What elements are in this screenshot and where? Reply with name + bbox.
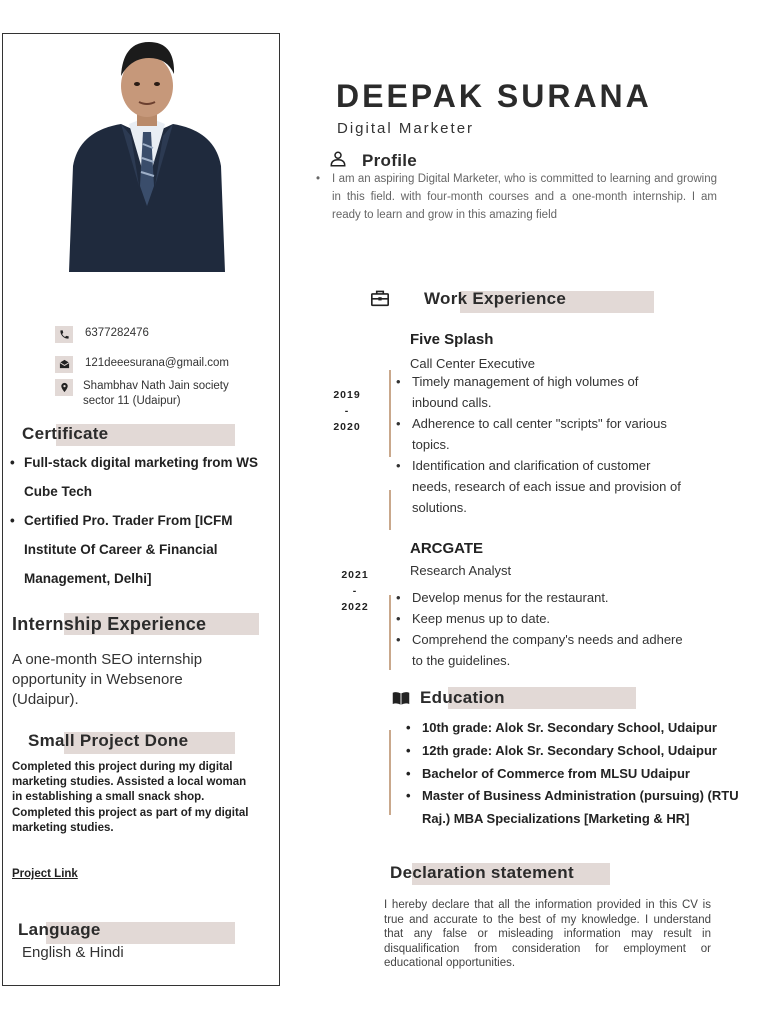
education-title: Education <box>420 688 505 707</box>
year-separator: - <box>352 585 358 597</box>
contact-phone <box>55 326 149 343</box>
profile-text: • I am an aspiring Digital Marketer, who is committed to learning and growing in this field. with four-month courses and a one-month internship. I am ready to learn and grow in this amazing field <box>316 170 717 224</box>
language-title: Language <box>18 920 101 939</box>
list-item: • 12th grade: Alok Sr. Secondary School, Udaipur <box>406 740 751 763</box>
list-item: • Keep menus up to date. <box>396 608 696 629</box>
phone-icon <box>55 326 73 343</box>
email-address: 121deeesurana@gmail.com <box>85 357 230 369</box>
job-position-2: Research Analyst <box>410 563 512 578</box>
job-company-2: ARCGATE <box>410 540 484 557</box>
candidate-name: DEEPAK SURANA <box>336 78 652 114</box>
location-pin-icon <box>55 379 73 396</box>
contact-address <box>55 379 229 409</box>
job-bullets-1 <box>396 371 686 518</box>
profile-photo <box>69 36 225 272</box>
timeline-line <box>389 730 391 815</box>
year-start: 2021 <box>341 569 369 581</box>
education-list <box>406 717 751 831</box>
timeline-line <box>389 370 391 457</box>
declaration-title: Declaration statement <box>390 863 574 882</box>
candidate-role: Digital Marketer <box>337 120 475 137</box>
year-start: 2019 <box>333 389 361 401</box>
job-company-1: Five Splash <box>410 331 494 348</box>
declaration-text: I hereby declare that all the information provided in this CV is true and accurate to the best of my knowledge. I understand that any false or misleading information may result in disqualification from consideration for employment or educational opportunities. <box>384 899 711 969</box>
list-item: • Full-stack digital marketing from WS Cube Tech <box>10 448 275 506</box>
person-icon <box>329 150 347 168</box>
address-text <box>83 379 229 409</box>
year-separator: - <box>344 405 350 417</box>
briefcase-icon <box>370 289 390 307</box>
list-item: • Timely management of high volumes of inbound calls. <box>396 371 686 413</box>
job-bullets-2 <box>396 587 696 671</box>
timeline-line <box>389 595 391 670</box>
certificate-title: Certificate <box>22 424 109 443</box>
job-years-2 <box>335 567 375 615</box>
internship-title: Internship Experience <box>12 614 207 634</box>
mail-icon <box>55 356 73 373</box>
phone-number: 6377282476 <box>85 327 149 339</box>
list-item: • Certified Pro. Trader From [ICFM Institute Of Career & Financial Management, Delhi] <box>10 506 275 593</box>
address-line-2: sector 11 (Udaipur) <box>83 395 181 407</box>
year-end: 2022 <box>341 601 369 613</box>
contact-email <box>55 356 229 373</box>
list-item: • Master of Business Administration (pursuing) (RTU Raj.) MBA Specializations [Marketing & HR] <box>406 785 751 831</box>
list-item: • Adherence to call center "scripts" for various topics. <box>396 413 686 455</box>
list-item: • 10th grade: Alok Sr. Secondary School, Udaipur <box>406 717 751 740</box>
certificate-list <box>10 448 275 593</box>
list-item: • Bachelor of Commerce from MLSU Udaipur <box>406 763 751 786</box>
internship-text: A one-month SEO internship opportunity in Websenore (Udaipur). <box>12 651 203 708</box>
year-end: 2020 <box>333 421 361 433</box>
project-text: Completed this project during my digital marketing studies. Assisted a local woman in establishing a small snack shop. Completed this project as part of my digital marketing studies. <box>12 761 249 834</box>
language-text: English & Hindi <box>22 944 124 961</box>
job-years-1 <box>327 387 367 435</box>
work-title: Work Experience <box>424 289 567 308</box>
project-title: Small Project Done <box>28 731 189 750</box>
project-link[interactable]: Project Link <box>12 868 78 880</box>
list-item: • Comprehend the company's needs and adhere to the guidelines. <box>396 629 696 671</box>
list-item: • Identification and clarification of customer needs, research of each issue and provision of solutions. <box>396 455 686 518</box>
address-line-1: Shambhav Nath Jain society <box>83 380 229 392</box>
book-icon <box>392 690 410 706</box>
timeline-line <box>389 490 391 530</box>
job-position-1: Call Center Executive <box>410 356 535 371</box>
list-item: • Develop menus for the restaurant. <box>396 587 696 608</box>
profile-title: Profile <box>362 151 418 170</box>
